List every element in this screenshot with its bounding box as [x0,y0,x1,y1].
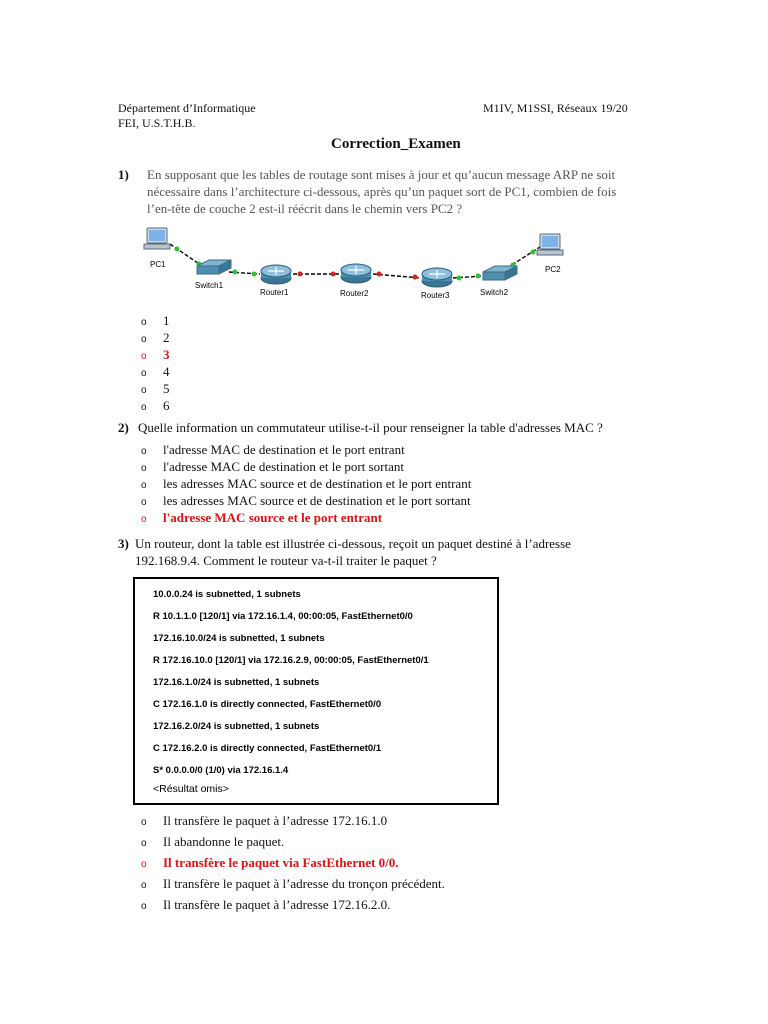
q1-option[interactable]: o 5 [141,381,170,396]
switch2-icon [483,266,517,280]
faculty-label: FEI, U.S.T.H.B. [118,116,196,130]
pc1-icon [144,228,170,249]
q3-text-line: Un routeur, dont la table est illustrée ci-dessous, reçoit un paquet destiné à l’adresse [135,536,571,551]
q3-number: 3) [118,536,129,551]
q2-option[interactable]: o les adresses MAC source et de destination et le port sortant [141,493,471,508]
switch1-label: Switch1 [195,281,224,290]
switch2-label: Switch2 [480,288,509,297]
router2-label: Router2 [340,289,369,298]
q2-text: Quelle information un commutateur utilise-t-il pour renseigner la table d'adresses MAC ? [138,420,603,435]
routing-table [133,577,499,805]
q2-option[interactable]: o l'adresse MAC de destination et le port entrant [141,442,405,457]
page-title: Correction_Examen [331,136,461,152]
q1-text-line: nécessaire dans l’architecture ci-dessous, après qu’un paquet sort de PC1, combien de fois [147,184,617,199]
routing-table-line: R 10.1.1.0 [120/1] via 172.16.1.4, 00:00:05, FastEthernet0/0 [153,611,413,622]
routing-table-line: C 172.16.2.0 is directly connected, FastEthernet0/1 [153,743,382,754]
pc2-icon [537,234,563,255]
q2-option-correct[interactable]: o l'adresse MAC source et le port entrant [141,510,383,525]
routing-table-line: 10.0.0.24 is subnetted, 1 subnets [153,589,301,600]
q1-option[interactable]: o 1 [141,313,170,328]
q3-option[interactable]: o Il abandonne le paquet. [141,834,285,849]
routing-table-line: C 172.16.1.0 is directly connected, FastEthernet0/0 [153,699,382,710]
q3-option[interactable]: o Il transfère le paquet à l’adresse 172.16.2.0. [141,897,391,912]
q2-options [141,442,471,527]
q1-option[interactable]: o 4 [141,364,170,379]
router2-icon [341,264,371,283]
pc1-label: PC1 [150,260,166,269]
q3-option-correct[interactable]: o Il transfère le paquet via FastEthernet 0/0. [141,855,399,870]
routing-table-line: 172.16.2.0/24 is subnetted, 1 subnets [153,721,320,732]
q2-number: 2) [118,420,129,435]
q1-option[interactable]: o 2 [141,330,170,345]
routing-table-line: S* 0.0.0.0/0 (1/0) via 172.16.1.4 [153,765,289,776]
router3-label: Router3 [421,291,450,300]
q3-option[interactable]: o Il transfère le paquet à l’adresse 172.16.1.0 [141,813,388,828]
q3-option[interactable]: o Il transfère le paquet à l’adresse du tronçon précédent. [141,876,445,891]
q1-option[interactable]: o 6 [141,398,170,413]
q3-options [141,811,445,916]
q2-option[interactable]: o les adresses MAC source et de destination et le port entrant [141,476,472,491]
switch1-icon [197,260,231,274]
router3-icon [422,268,452,287]
q1-number: 1) [118,167,129,182]
q1-option-correct[interactable]: o 3 [141,347,170,362]
course-label: M1IV, M1SSI, Réseaux 19/20 [483,101,628,115]
pc2-label: PC2 [545,265,561,274]
router1-label: Router1 [260,288,289,297]
q1-options [141,313,170,415]
routing-table-line: 172.16.10.0/24 is subnetted, 1 subnets [153,633,325,644]
q3-text-line: 192.168.9.4. Comment le routeur va-t-il traiter le paquet ? [135,553,437,568]
q2-option[interactable]: o l'adresse MAC de destination et le port sortant [141,459,404,474]
routing-table-omitted: <Résultat omis> [153,783,229,795]
routing-table-line: 172.16.1.0/24 is subnetted, 1 subnets [153,677,320,688]
q3-text [135,535,665,569]
department-label: Département d’Informatique [118,101,256,115]
network-diagram [135,222,585,307]
routing-table-line: R 172.16.10.0 [120/1] via 172.16.2.9, 00:00:05, FastEthernet0/1 [153,655,429,666]
q1-text-line: l’en-tête de couche 2 est-il réécrit dans le chemin vers PC2 ? [147,201,463,216]
router1-icon [261,265,291,284]
q1-text [147,166,667,217]
q1-text-line: En supposant que les tables de routage sont mises à jour et qu’aucun message ARP ne soit [147,167,616,182]
